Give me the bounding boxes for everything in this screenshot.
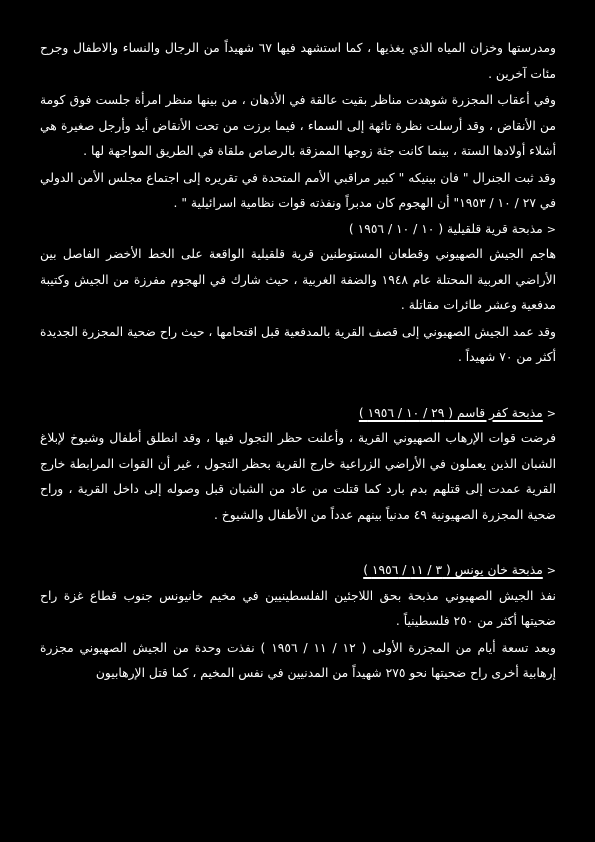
heading-marker: < (546, 406, 556, 420)
heading-kafr-qasim (40, 401, 556, 427)
paragraph-continuation: ومدرستها وخزان المياه الذي يغذيها ، كما استشهد فيها ٦٧ شهيداً من الرجال والنساء والاطفال وجرح مئات آخرين . (40, 41, 556, 81)
paragraph-qalqilya-shelling: وقد عمد الجيش الصهيوني إلى قصف القرية بالمدفعية قبل اقتحامها ، حيث راح ضحية المجزرة الجديدة أكثر من ٧٠ شهيداً . (40, 324, 556, 364)
heading-khan-yunis-text: مذبحة خان يونس ( ٣ / ١١ / ١٩٥٦ ) (363, 563, 543, 577)
heading-kafr-qasim-text: مذبحة كفر قاسم ( ٢٩ / ١٠ / ١٩٥٦ ) (358, 405, 543, 420)
heading-qalqilya (40, 217, 556, 243)
heading-marker: < (546, 564, 556, 577)
paragraph-kafr-qasim: فرضت قوات الإرهاب الصهيوني القرية ، وأعلنت حظر التجول فيها ، وقد انطلق أطفال وشيوخ لإبلاغ الشبان الذين يعملون في الأراضي الزراعية خارج القرية بحظر التجول ، غير أن القوات المرابطة خارج القرية عمدت إلى قتلهم بدم بارد كما قتلت من عاد من الشبان قبل وصوله إلى داخل القرية ، وراح ضحية المجزرة الصهيونية ٤٩ مدنياً بينهم عدداً من الأطفال والشيوخ . (40, 431, 556, 522)
heading-marker: < (546, 222, 556, 236)
paragraph-qalqilya-attack: هاجم الجيش الصهيوني وقطعان المستوطنين قرية قلقيلية الواقعة على الخط الأخضر الفاصل بين الأراضي العربية المحتلة عام ١٩٤٨ والضفة الغربية ، حيث شارك في الهجوم مفرزة من الجيش وكتيبة مدفعية وعشر طائرات مقاتلة . (40, 247, 556, 312)
heading-khan-yunis (40, 558, 556, 584)
paragraph-khan-yunis-first: نفذ الجيش الصهيوني مذبحة بحق اللاجئين الفلسطينيين في مخيم خانيونس جنوب قطاع غزة راح ضحيتها أكثر من ٢٥٠ فلسطينياً . (40, 588, 556, 628)
heading-qalqilya-text: مذبحة قرية قلقيلية ( ١٠ / ١٠ / ١٩٥٦ ) (348, 221, 543, 236)
paragraph-aftermath: وفي أعقاب المجزرة شوهدت مناظر بقيت عالقة في الأذهان ، من بينها منظر امرأة جلست فوق كومة من الأنقاض ، وقد أرسلت نظرة تائهة إلى السماء ، فيما برزت من تحت الأنقاض أيد وأرجل صغيرة هي أشلاء أولادها الستة ، بينما كانت جثة زوجها الممزقة بالرصاص ملقاة في الطريق المواجهة لها . (40, 93, 556, 158)
paragraph-un-report: وقد ثبت الجنرال " فان بينيكه " كبير مراقبي الأمم المتحدة في تقريره إلى اجتماع مجلس الأمن الدولي في ٢٧ / ١٠ / ١٩٥٣" أن الهجوم كان مدبراً ونفذته قوات نظامية اسرائيلية " . (40, 170, 556, 210)
document-page (40, 36, 556, 687)
paragraph-khan-yunis-second: وبعد تسعة أيام من المجزرة الأولى ( ١٢ / ١١ / ١٩٥٦ ) نفذت وحدة من الجيش الصهيوني مجزرة إرهابية أخرى راح ضحيتها نحو ٢٧٥ شهيداً من المدنيين في نفس المخيم ، كما قتل الإرهابيون (40, 640, 556, 680)
